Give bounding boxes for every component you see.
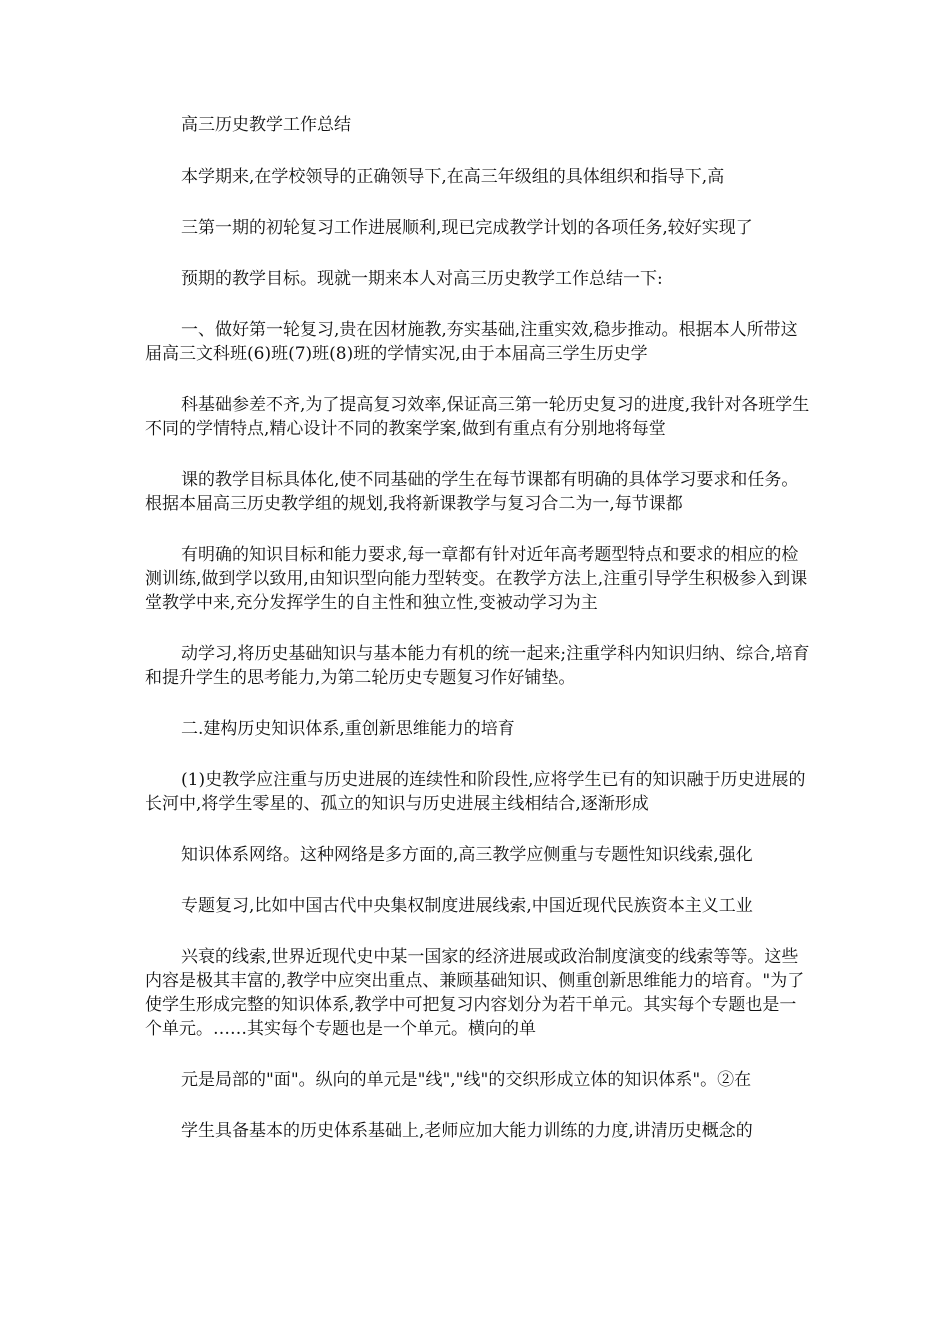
section-heading-1: 一、做好第一轮复习,贵在因材施教,夯实基础,注重实效,稳步推动。根据本人所带这届高三文科班(6)班(7)班(8)班的学情实况,由于本届高三学生历史学	[145, 320, 798, 364]
paragraph: 有明确的知识目标和能力要求,每一章都有针对近年高考题型特点和要求的相应的检测训练,做到学以致用,由知识型向能力型转变。在教学方法上,注重引导学生积极参入到课堂教学中来,充分发挥学生的自主性和独立性,变被动学习为主	[145, 545, 808, 613]
paragraph: 知识体系网络。这种网络是多方面的,高三教学应侧重与专题性知识线索,强化	[181, 845, 753, 865]
paragraph: 学生具备基本的历史体系基础上,老师应加大能力训练的力度,讲清历史概念的	[181, 1121, 753, 1141]
paragraph: 预期的教学目标。现就一期来本人对高三历史教学工作总结一下:	[181, 269, 663, 289]
paragraph: 本学期来,在学校领导的正确领导下,在高三年级组的具体组织和指导下,高	[181, 167, 725, 187]
section-heading-2: 二.建构历史知识体系,重创新思维能力的培育	[181, 719, 515, 739]
paragraph: 元是局部的"面"。纵向的单元是"线","线"的交织形成立体的知识体系"。②在	[181, 1070, 752, 1090]
paragraph: (1)史教学应注重与历史进展的连续性和阶段性,应将学生已有的知识融于历史进展的长河中,将学生零星的、孤立的知识与历史进展主线相结合,逐渐形成	[145, 770, 806, 814]
paragraph: 科基础参差不齐,为了提高复习效率,保证高三第一轮历史复习的进度,我针对各班学生不同的学情特点,精心设计不同的教案学案,做到有重点有分别地将每堂	[145, 395, 810, 439]
document-body	[145, 113, 810, 1170]
paragraph: 专题复习,比如中国古代中央集权制度进展线索,中国近现代民族资本主义工业	[181, 896, 753, 916]
paragraph: 动学习,将历史基础知识与基本能力有机的统一起来;注重学科内知识归纳、综合,培育和提升学生的思考能力,为第二轮历史专题复习作好铺垫。	[145, 644, 810, 688]
paragraph: 兴衰的线索,世界近现代史中某一国家的经济进展或政治制度演变的线索等等。这些内容是极其丰富的,教学中应突出重点、兼顾基础知识、侧重创新思维能力的培育。"为了使学生形成完整的知识体系,教学中可把复习内容划分为若干单元。其实每个专题也是一个单元。……其实每个专题也是一个单元。横向的单	[145, 947, 805, 1039]
document-title: 高三历史教学工作总结	[181, 115, 351, 135]
paragraph: 课的教学目标具体化,使不同基础的学生在每节课都有明确的具体学习要求和任务。根据本届高三历史教学组的规划,我将新课教学与复习合二为一,每节课都	[145, 470, 799, 514]
paragraph: 三第一期的初轮复习工作进展顺利,现已完成教学计划的各项任务,较好实现了	[181, 218, 753, 238]
